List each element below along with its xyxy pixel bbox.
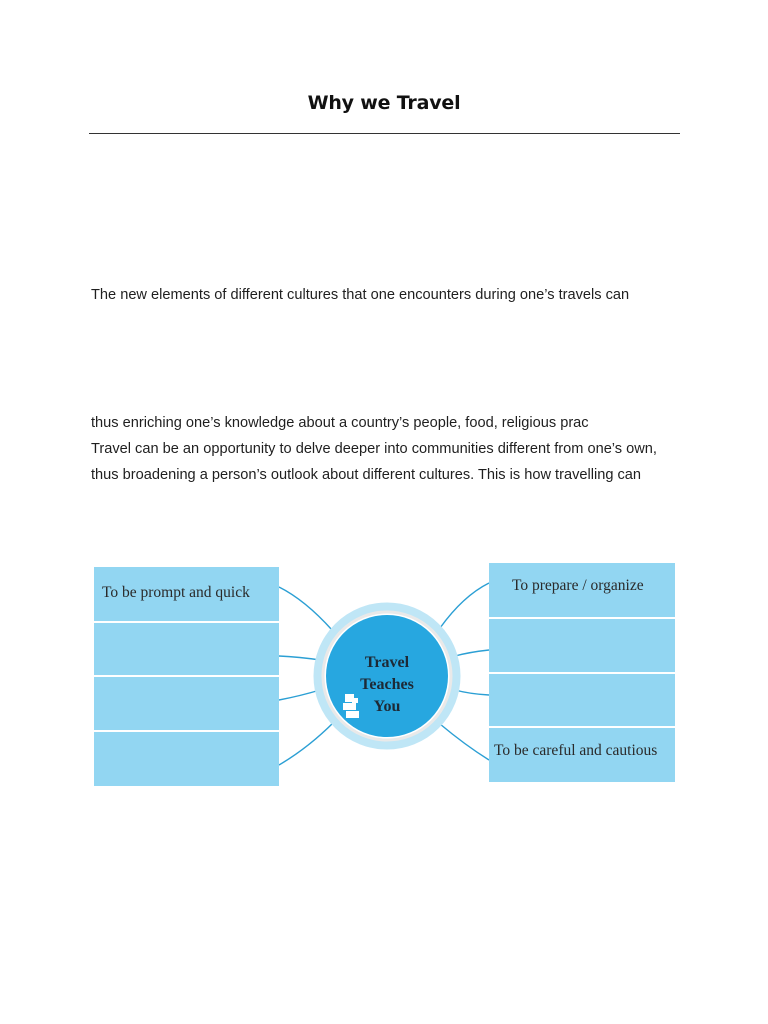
connector-left-3 (279, 690, 320, 700)
paragraph-2-line-3: thus broadening a person’s outlook about different cultures. This is how travelling can (91, 467, 642, 483)
left-box-2 (94, 623, 279, 675)
right-box-column (489, 563, 675, 782)
connector-left-2 (279, 656, 320, 660)
connector-right-3 (455, 690, 489, 695)
connector-right-1 (440, 583, 489, 628)
paragraph-2-line-1: thus enriching one’s knowledge about a country’s people, food, religious prac (91, 415, 589, 431)
connector-right-4 (440, 724, 489, 760)
right-box-4-label: To be careful and cautious (494, 742, 658, 759)
center-node (318, 607, 456, 745)
left-box-3 (94, 677, 279, 730)
left-box-1-label: To be prompt and quick (102, 584, 250, 601)
right-box-2 (489, 619, 675, 672)
paragraph-1: The new elements of different cultures that one encounters during one’s travels can (91, 287, 630, 303)
right-box-1-label: To prepare / organize (512, 577, 644, 594)
right-box-3 (489, 674, 675, 726)
connector-left-1 (279, 587, 332, 630)
center-label-line-2: Teaches (360, 676, 414, 693)
connector-left-4 (279, 722, 334, 765)
paragraph-2-line-2: Travel can be an opportunity to delve deeper into communities different from one’s own, (91, 441, 657, 457)
connector-right-2 (455, 650, 489, 656)
left-box-4 (94, 732, 279, 786)
center-label-line-3: You (373, 698, 401, 715)
left-box-column (94, 567, 279, 786)
center-label-line-1: Travel (364, 654, 410, 671)
page-title: Why we Travel (307, 92, 461, 114)
